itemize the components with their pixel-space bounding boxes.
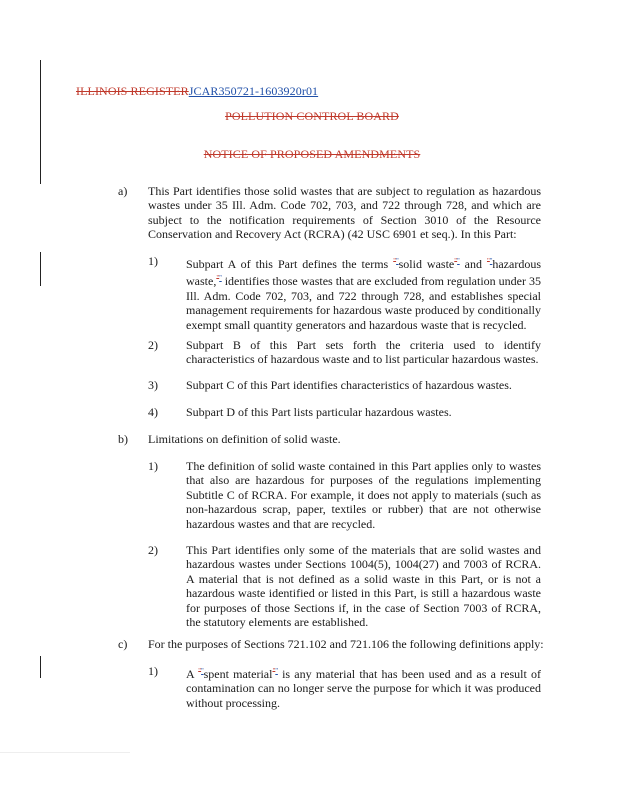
item-a2-label: 2) xyxy=(148,338,158,352)
item-b2-text: This Part identifies only some of the materials that are solid wastes and hazardous wastes under Sections 1004(5), 1004(27) and 7003 of RCRA. A material that is not defined as a solid waste in this Part, or is not a hazardous waste identified or listed in this Part, is still a hazardous waste for purposes of those Sections if, in the case of Section 7003 of RCRA, the statutory elements are established. xyxy=(186,543,541,630)
section-b-text: Limitations on definition of solid waste. xyxy=(148,432,341,446)
item-b2-label: 2) xyxy=(148,543,158,557)
footer-rule xyxy=(0,752,130,753)
notice-title: NOTICE OF PROPOSED AMENDMENTS xyxy=(203,147,421,161)
item-a3-label: 3) xyxy=(148,378,158,392)
section-a-label: a) xyxy=(118,184,128,198)
section-a-text: This Part identifies those solid wastes that are subject to regulation as hazardous wastes under 35 Ill. Adm. Code 702, 703, and 722 through 728, and which are subject to the notification requirements of Section 3010 of the Resource Conservation and Recovery Act (RCRA) (42 USC 6901 et seq.). In this Part: xyxy=(148,184,541,242)
item-c1-label: 1) xyxy=(148,664,158,678)
change-bar xyxy=(40,252,41,286)
item-a3-text: Subpart C of this Part identifies characteristics of hazardous wastes. xyxy=(186,378,512,392)
item-a2-text: Subpart B of this Part sets forth the criteria used to identify characteristics of hazardous waste and to list particular hazardous wastes. xyxy=(186,338,541,367)
item-b1-text: The definition of solid waste contained in this Part applies only to wastes that also are hazardous for purposes of the regulations implementing Subtitle C of RCRA. For example, it does not apply to materials (such as non-hazardous scrap, paper, textiles or rubber) that are not otherwise hazardous wastes and that are recycled. xyxy=(186,459,541,531)
item-b1-label: 1) xyxy=(148,459,158,473)
section-c-label: c) xyxy=(118,637,128,651)
item-a1-label: 1) xyxy=(148,254,158,268)
item-a4-text: Subpart D of this Part lists particular hazardous wastes. xyxy=(186,405,452,419)
change-bar xyxy=(40,656,41,678)
item-a1-text: Subpart A of this Part defines the terms "''solid waste"'' and "''hazardous waste,"'' identifies those wastes that are excluded from regulation under 35 Ill. Adm. Code 702, 703, and 722 through 728, and establishes special management requirements for hazardous waste produced by conditionally exempt small quantity generators and hazardous waste that is recycled. xyxy=(186,257,542,332)
register-code: JCAR350721-1603920r01 xyxy=(188,84,319,98)
board-title: POLLUTION CONTROL BOARD xyxy=(225,109,399,123)
item-c1-text: A "''spent material"'' is any material that has been used and as a result of contamination can no longer serve the purpose for which it was produced without processing. xyxy=(186,667,541,710)
register-header xyxy=(76,84,318,99)
item-a4-label: 4) xyxy=(148,405,158,419)
section-c-text: For the purposes of Sections 721.102 and 721.106 the following definitions apply: xyxy=(148,637,544,651)
section-b-label: b) xyxy=(118,432,128,446)
register-struck-text: ILLINOIS REGISTER xyxy=(76,84,189,98)
